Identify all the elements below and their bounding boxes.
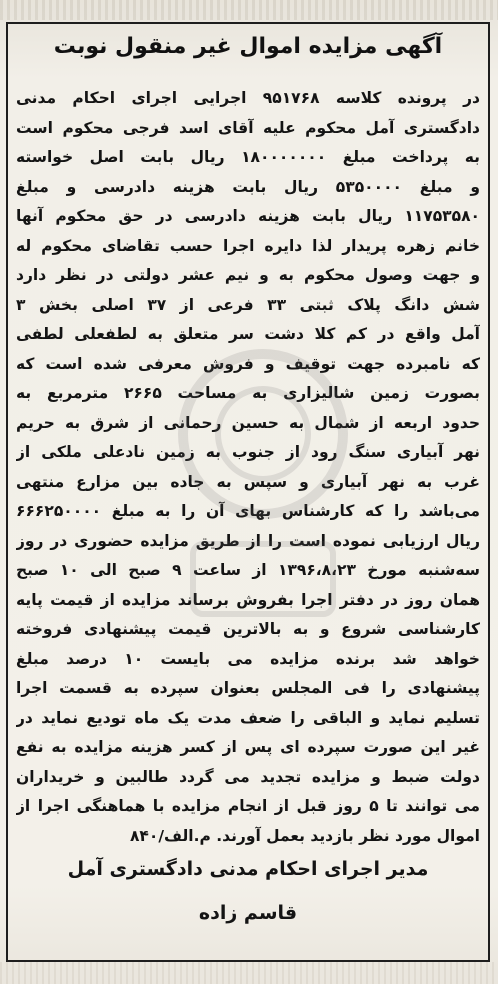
body-line: بصورت زمین شالیزاری به مساحت ۲۶۶۵ مترمربع به: [16, 384, 480, 402]
body-line: ریال ارزیابی نموده است را از طریق مزایده حضوری در روز: [16, 531, 480, 550]
adjacent-print-bleed-top: [0, 0, 498, 20]
body-line: نهر آبیاری سنگ رود از جنوب به زمین نادعلی ملکی از: [16, 443, 480, 461]
body-line: در پرونده کلاسه ۹۵۱۷۶۸ اجرایی اجرای احکام مدنی: [16, 89, 480, 107]
signature-name: قاسم زاده: [198, 902, 298, 924]
body-line: می توانند تا ۵ روز قبل از انجام مزایده با هماهنگی اجرا از: [16, 797, 480, 815]
notice-body: [16, 84, 480, 851]
body-line: غرب به نهر آبیاری و سپس به جاده بین مزارع منتهی: [16, 472, 480, 491]
body-line: کارشناسی شروع و به بالاترین قیمت پیشنهادی فروخته: [16, 620, 480, 638]
body-line: و مبلغ ۵۳۵۰۰۰۰ ریال بابت هزینه دادرسی و مبلغ: [16, 177, 480, 196]
body-line: آمل واقع در کم کلا دشت سر متعلق به لطفعلی لطفی: [16, 325, 480, 343]
body-line: به پرداخت مبلغ ۱۸۰۰۰۰۰۰۰ ریال بابت اصل خواسته: [16, 148, 480, 166]
body-line: ۱۱۷۵۳۵۸۰ ریال بابت هزینه دادرسی در حق محکوم آنها: [16, 207, 480, 225]
notice-frame: [6, 22, 490, 962]
body-line: دولت ضبط و مزایده تجدید می گردد طالبین و خریداران: [16, 767, 480, 786]
body-line: و جهت وصول محکوم به و نیم عشر دولتی در نظر دارد: [16, 266, 480, 284]
body-line: که نامبرده جهت توقیف و فروش معرفی شده است که: [16, 354, 480, 373]
body-line: همان روز در دفتر اجرا بفروش برساند مزایده از قیمت پایه: [16, 590, 480, 609]
body-line: پیشنهادی را فی المجلس بعنوان سپرده به قسمت اجرا: [16, 679, 480, 697]
body-line: تسلیم نماید و الباقی را ضعف مدت یک ماه تودیع نماید در: [16, 708, 480, 727]
adjacent-print-bleed-bottom: [0, 962, 498, 984]
signature-title: مدیر اجرای احکام مدنی دادگستری آمل: [67, 858, 429, 880]
body-line: دادگستری آمل محکوم علیه آقای اسد فرجی محکوم است: [16, 118, 480, 137]
body-line: خانم زهره پریدار لذا دایره اجرا حسب تقاضای محکوم له: [16, 236, 480, 255]
body-line: غیر این صورت سپرده ای پس از کسر هزینه مزایده به نفع: [16, 738, 480, 756]
body-line: می‌باشد را که کارشناس بهای آن را به مبلغ ۶۶۶۲۵۰۰۰۰: [16, 502, 480, 520]
body-line: شش دانگ پلاک ثبتی ۳۳ فرعی از ۳۷ اصلی بخش ۳: [16, 295, 480, 314]
body-line: سه‌شنبه مورخ ۱۳۹۶،۸،۲۳ از ساعت ۹ صبح الی ۱۰ صبح: [16, 561, 480, 579]
notice-title: آگهی مزایده اموال غیر منقول نوبت: [53, 34, 443, 59]
body-line: حدود اربعه از شمال به حسین رحمانی از شرق به حریم: [16, 413, 480, 432]
body-line: خواهد شد برنده مزایده می بایست ۱۰ درصد مبلغ: [16, 649, 480, 668]
body-line: اموال مورد نظر بازدید بعمل آورند. م.الف/۸۴۰: [129, 826, 480, 845]
